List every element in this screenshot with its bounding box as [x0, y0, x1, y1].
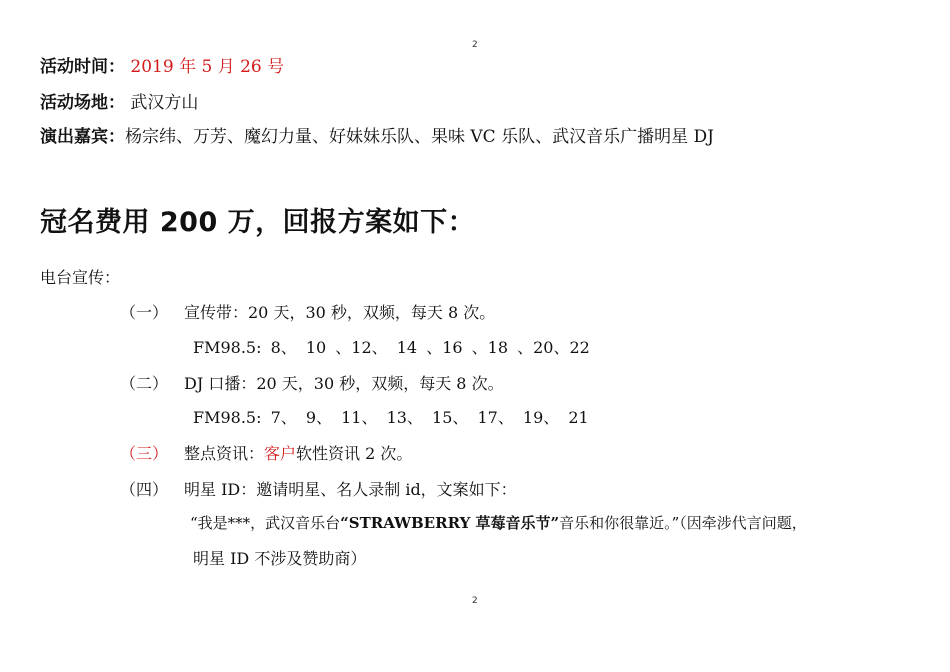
page-heading: 冠名费用 200 万，回报方案如下：	[40, 207, 476, 238]
section-title: 电台宣传：	[40, 268, 121, 287]
schedule-line-2: FM98.5: 7、 9、 11、 13、 15、 17、 19、 21	[193, 408, 589, 427]
quote-line-1	[190, 512, 807, 533]
page-number-bottom: 2	[472, 596, 478, 606]
item-number: （三）	[120, 444, 169, 463]
quote-part-2: 音乐和你很靠近。”（因牵涉代言问题，	[559, 514, 807, 532]
quote-part-1: “我是***，武汉音乐台	[190, 514, 341, 532]
item-text: 明星 ID：邀请明星、名人录制 id，文案如下：	[184, 480, 517, 499]
quote-line-2: 明星 ID 不涉及赞助商）	[193, 549, 367, 568]
event-guests-value: 杨宗纬、万芳、魔幻力量、好妹妹乐队、果味 VC 乐队、武汉音乐广播明星 DJ	[125, 127, 714, 147]
event-guests-label: 演出嘉宾：	[40, 127, 125, 147]
list-item-3	[120, 441, 412, 464]
item-text-rest: 软性资讯 2 次。	[296, 444, 413, 463]
item-number: （一）	[120, 303, 169, 322]
page-number-top: 2	[472, 40, 478, 50]
item-text: DJ 口播：20 天，30 秒，双频，每天 8 次。	[184, 374, 504, 393]
item-text-highlight: 客户	[264, 444, 297, 463]
event-guests-row	[40, 122, 714, 147]
event-time-label: 活动时间：	[40, 57, 125, 77]
quote-festival-name: “STRAWBERRY 草莓音乐节”	[340, 514, 560, 532]
event-time-row	[40, 52, 284, 77]
list-item-2	[120, 371, 504, 394]
event-time-value: 2019 年 5 月 26 号	[130, 57, 285, 77]
item-number: （四）	[120, 480, 169, 499]
list-item-4	[120, 477, 517, 500]
schedule-line-1: FM98.5: 8、 10 、12、 14 、16 、18 、20、22	[193, 338, 590, 357]
event-venue-label: 活动场地：	[40, 93, 125, 113]
item-text: 整点资讯：	[184, 444, 265, 463]
event-venue-row	[40, 88, 198, 113]
list-item-1	[120, 300, 495, 323]
item-number: （二）	[120, 374, 169, 393]
item-text: 宣传带：20 天，30 秒，双频，每天 8 次。	[184, 303, 496, 322]
event-venue-value: 武汉方山	[130, 93, 199, 113]
